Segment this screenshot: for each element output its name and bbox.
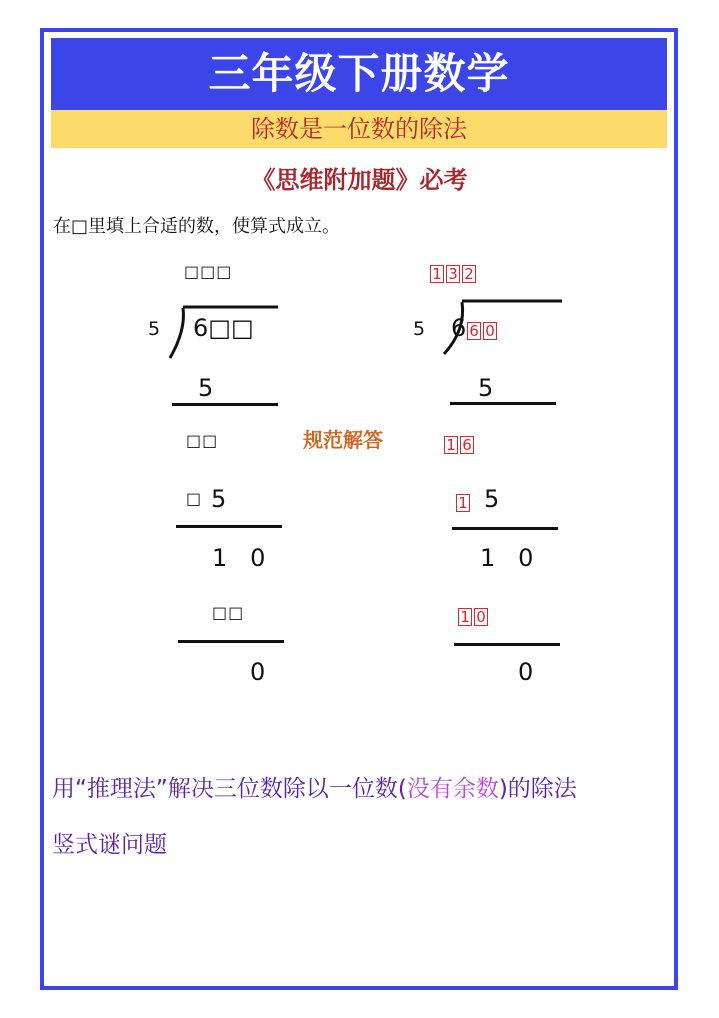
solution-step4-digit: 1 [458, 608, 472, 626]
solution-dividend-digit: 0 [483, 322, 497, 340]
bonus-title: 《思维附加题》必考 [251, 166, 468, 194]
solution-quotient-digit: 1 [430, 265, 444, 283]
solution-divisor: 5 [413, 318, 426, 340]
solution-step3-box [456, 491, 472, 513]
solution-step3-digit-box: 1 [456, 494, 470, 512]
solution-step2 [444, 433, 476, 455]
solution-quotient-digit: 3 [446, 265, 460, 283]
solution-rule-2 [452, 527, 558, 530]
solution-step2-digit: 6 [460, 436, 474, 454]
footer-highlight: 没有余数 [406, 776, 499, 802]
problem-step3-digit: 5 [211, 485, 227, 513]
problem-step2: □□ [186, 431, 219, 450]
problem-rule-2 [176, 525, 282, 528]
solution-step1: 5 [478, 374, 494, 402]
problem-quotient: □□□ [184, 262, 233, 281]
footer-text-a: 用“推理法”解决三位数除以一位数( [52, 776, 407, 802]
solution-quotient-digit: 2 [462, 265, 476, 283]
solution-step4 [458, 605, 490, 627]
problem-step4: □□ [212, 603, 245, 622]
instruction-text: 在□里填上合适的数，使算式成立。 [53, 216, 341, 237]
footer-line-2: 竖式谜问题 [52, 832, 167, 858]
solution-dividend-digits [467, 319, 499, 341]
footer-line-1 [52, 770, 577, 803]
solution-quotient [430, 262, 478, 284]
answer-badge: 规范解答 [303, 428, 383, 452]
solution-final: 0 [518, 658, 534, 686]
problem-divisor: 5 [148, 318, 161, 340]
problem-bracket [170, 308, 183, 358]
problem-step3-box: □ [186, 489, 203, 508]
solution-remainder: 1 0 [480, 544, 534, 572]
problem-final: 0 [250, 658, 266, 686]
problem-rule-1 [172, 403, 278, 406]
footer-text-b: )的除法 [498, 776, 577, 802]
solution-rule-3 [454, 643, 560, 646]
problem-dividend: 6□□ [193, 314, 254, 342]
solution-step2-digit: 1 [444, 436, 458, 454]
solution-dividend-digit: 6 [467, 322, 481, 340]
problem-step1: 5 [198, 374, 214, 402]
problem-remainder: 1 0 [212, 544, 266, 572]
solution-step3-digit: 5 [484, 485, 500, 513]
solution-rule-1 [450, 402, 556, 405]
solution-step4-digit: 0 [474, 608, 488, 626]
page-title: 三年级下册数学 [51, 38, 667, 110]
page-subtitle: 除数是一位数的除法 [51, 110, 667, 148]
problem-rule-3 [178, 640, 284, 643]
solution-dividend-lead: 6 [451, 314, 467, 342]
